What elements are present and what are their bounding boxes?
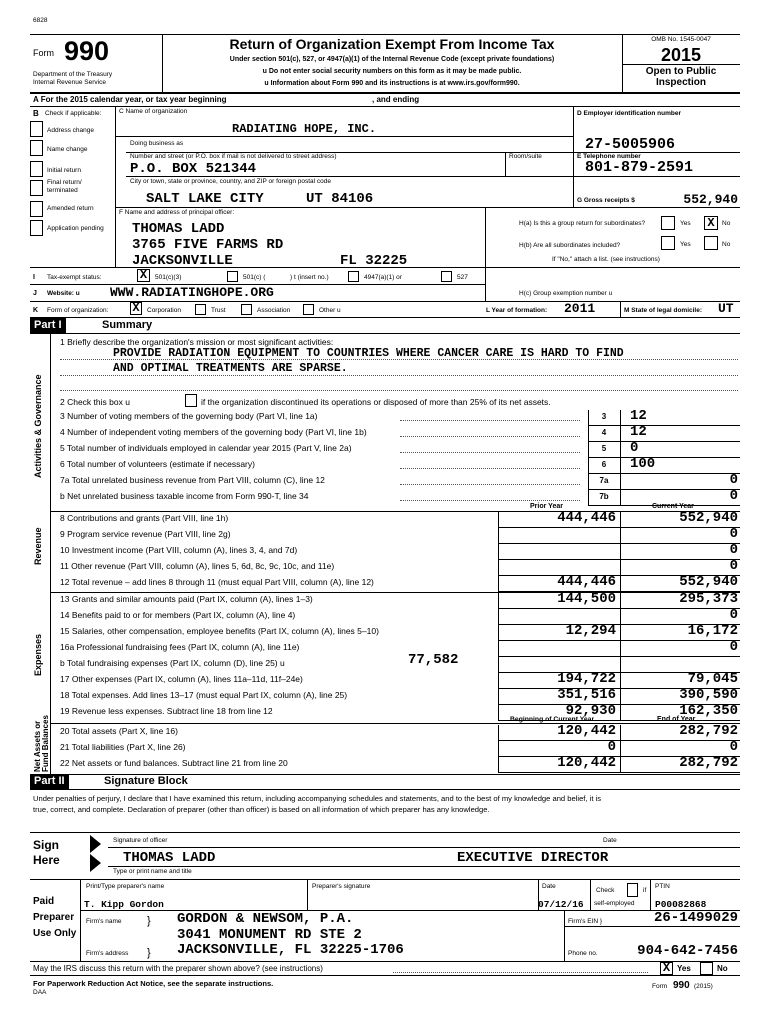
- officer-addr: 3765 FIVE FARMS RD: [132, 237, 284, 253]
- hb-no: No: [722, 241, 731, 248]
- line-m-label: M State of legal domicile:: [624, 307, 703, 314]
- ptin: P00082868: [655, 899, 707, 910]
- signer-title: EXECUTIVE DIRECTOR: [457, 850, 609, 866]
- beg-year-header: Beginning of Current Year: [510, 716, 595, 723]
- ptin-label: PTIN: [655, 883, 670, 890]
- street: P.O. BOX 521344: [130, 161, 257, 177]
- form-ref-word: Form: [652, 983, 668, 990]
- part2-label: Part II: [30, 774, 69, 789]
- revenue-prior-value: 444,446: [557, 574, 616, 590]
- year-formation: 2011: [564, 301, 596, 316]
- gov-line-text: 6 Total number of volunteers (estimate if necessary): [60, 459, 255, 469]
- form-number: 990: [64, 36, 110, 66]
- k-assoc-box[interactable]: [241, 304, 252, 315]
- side-revenue: Revenue: [33, 527, 43, 565]
- signature-label: Signature of officer: [113, 837, 168, 844]
- k-trust: Trust: [211, 307, 226, 314]
- discuss-yes: Yes: [677, 964, 691, 973]
- expense-line-text: 15 Salaries, other compensation, employee benefits (Part IX, column (A), lines 5–10): [60, 626, 379, 636]
- open-inspection: Inspection: [655, 77, 706, 88]
- firm-addr-brace: }: [147, 947, 151, 959]
- checkbox-amended-return[interactable]: [30, 201, 43, 217]
- expense-current-value: 0: [729, 639, 738, 655]
- prep-date-label: Date: [542, 883, 556, 890]
- expense-current-value: 0: [729, 607, 738, 623]
- state-zip: UT 84106: [306, 191, 374, 207]
- firm-phone: 904-642-7456: [637, 943, 738, 959]
- gov-line-text: b Net unrelated business taxable income from Form 990-T, line 34: [60, 491, 309, 501]
- revenue-current-value: 0: [729, 526, 738, 542]
- checkbox-final-return[interactable]: [30, 180, 43, 196]
- part1-title: Summary: [102, 319, 153, 331]
- revenue-current-value: 552,940: [679, 574, 738, 590]
- self-employed-box[interactable]: [627, 883, 638, 897]
- form-title: Return of Organization Exempt From Income Tax: [229, 36, 555, 52]
- gov-line-value: 0: [729, 488, 738, 504]
- notice-info: u Information about Form 990 and its instructions is at www.irs.gov/form990.: [264, 80, 520, 87]
- expense-current-value: 16,172: [687, 623, 738, 639]
- if-label: if: [643, 887, 647, 894]
- perjury-line1: Under penalties of perjury, I declare that I have examined this return, including accompanying schedules and statements, and to the best of my knowledge and belief, it is: [33, 794, 602, 803]
- sig-date-label: Date: [603, 837, 617, 844]
- paperwork-notice: For Paperwork Reduction Act Notice, see the separate instructions.: [33, 979, 274, 988]
- ha-yes: Yes: [680, 220, 691, 227]
- form-word: Form: [33, 48, 54, 58]
- prep-sig-label: Preparer's signature: [312, 883, 371, 890]
- open-public: Open to Public: [645, 66, 717, 77]
- hb-label: H(b) Are all subordinates included?: [519, 242, 621, 249]
- k-corporation: Corporation: [147, 307, 181, 314]
- status-insert: ) t (insert no.): [290, 274, 329, 281]
- side-net-assets: Net Assets or: [33, 720, 42, 772]
- gov-line-number: 7b: [599, 492, 609, 501]
- firm-ein-label: Firm's EIN }: [568, 918, 603, 925]
- revenue-current-value: 0: [729, 558, 738, 574]
- expense-prior-value: 194,722: [557, 671, 616, 687]
- prior-year-header: Prior Year: [530, 503, 563, 510]
- firm-name: GORDON & NEWSOM, P.A.: [177, 911, 354, 927]
- ha-no: No: [722, 220, 731, 227]
- officer-state-zip: FL 32225: [340, 253, 408, 269]
- perjury-line2: true, correct, and complete. Declaration of preparer (other than officer) is based on all information of which preparer has any knowledge.: [33, 805, 490, 814]
- checkbox-application-pending[interactable]: [30, 220, 43, 236]
- revenue-line-text: 10 Investment income (Part VIII, column (A), lines 3, 4, and 7d): [60, 545, 298, 555]
- name-arrow-icon: [90, 854, 101, 872]
- self-employed-label: self-employed: [594, 900, 635, 907]
- net-line-text: 22 Net assets or fund balances. Subtract line 21 from line 20: [60, 758, 288, 768]
- side-governance: Activities & Governance: [33, 374, 43, 478]
- label-final-return: Final return/ terminated: [47, 179, 82, 194]
- discuss-no-box[interactable]: [700, 962, 713, 975]
- form-ref-number: 990: [673, 980, 690, 991]
- org-name-label: C Name of organization: [119, 108, 188, 115]
- firm-addr1: 3041 MONUMENT RD STE 2: [177, 927, 362, 943]
- status-527-box[interactable]: [441, 271, 452, 282]
- firm-addr2: JACKSONVILLE, FL 32225-1706: [177, 942, 404, 958]
- status-501c3: 501(c)(3): [155, 274, 182, 281]
- gov-line-value: 100: [630, 456, 656, 472]
- hb-yes: Yes: [680, 241, 691, 248]
- officer-label: F Name and address of principal officer:: [119, 209, 235, 216]
- line-k-text: Form of organization:: [47, 307, 109, 314]
- label-address-change: Address change: [47, 127, 94, 134]
- section-b-label: B: [33, 109, 39, 118]
- expense-line-text: 18 Total expenses. Add lines 13–17 (must equal Part IX, column (A), line 25): [60, 690, 348, 700]
- prep-name-label: Print/Type preparer's name: [86, 883, 165, 890]
- line-k-label: K: [33, 307, 39, 314]
- hb-note: If "No," attach a list. (see instructions): [552, 256, 660, 263]
- net-prior-value: 120,442: [557, 755, 616, 771]
- current-year-header: Current Year: [652, 503, 694, 510]
- label-application-pending: Application pending: [47, 225, 104, 232]
- city: SALT LAKE CITY: [146, 191, 264, 207]
- net-prior-value: 0: [607, 739, 616, 755]
- ha-no-box[interactable]: X: [704, 216, 718, 230]
- part2-title: Signature Block: [104, 775, 188, 787]
- gov-line-value: 12: [630, 424, 647, 440]
- dba-label: Doing business as: [130, 140, 184, 147]
- line2-checkbox[interactable]: [185, 394, 197, 407]
- ein-label: D Employer identification number: [577, 110, 682, 117]
- revenue-current-value: 0: [729, 542, 738, 558]
- expense-current-value: 390,590: [679, 687, 738, 703]
- k-corp-box[interactable]: X: [130, 302, 142, 315]
- gov-line-text: 7a Total unrelated business revenue from Part VIII, column (C), line 12: [60, 475, 325, 485]
- firm-addr-label: Firm's address: [86, 950, 129, 957]
- gov-line-number: 4: [601, 428, 607, 437]
- line-a: A For the 2015 calendar year, or tax year beginning: [33, 95, 227, 104]
- omb-number: OMB No. 1545-0047: [651, 36, 711, 43]
- preparer-name: T. Kipp Gordon: [84, 899, 164, 910]
- expense-prior-value: 92,930: [565, 703, 616, 719]
- k-trust-box[interactable]: [195, 304, 206, 315]
- form-ref-year: (2015): [694, 983, 713, 990]
- line2-text: 2 Check this box u: [60, 397, 130, 407]
- mission-line1: PROVIDE RADIATION EQUIPMENT TO COUNTRIES WHERE CANCER CARE IS HARD TO FIND: [113, 347, 624, 360]
- net-current-value: 282,792: [679, 755, 738, 771]
- gov-line-number: 5: [601, 444, 607, 453]
- end-year-header: End of Year: [657, 716, 696, 723]
- signer-name: THOMAS LADD: [123, 850, 216, 866]
- status-4947-box[interactable]: [348, 271, 359, 282]
- sign-label: Sign: [33, 838, 59, 852]
- label-initial-return: Initial return: [47, 167, 81, 174]
- revenue-line-text: 11 Other revenue (Part VIII, column (A), lines 5, 6d, 8c, 9c, 10c, and 11e): [60, 561, 335, 571]
- form-subtitle: Under section 501(c), 527, or 4947(a)(1) of the Internal Revenue Code (except private foundations): [229, 56, 555, 63]
- fundraising-total: 77,582: [408, 652, 459, 668]
- dept-irs: Internal Revenue Service: [33, 79, 106, 86]
- side-expenses: Expenses: [33, 633, 43, 676]
- type-name-label: Type or print name and title: [113, 868, 192, 875]
- check-label: Check: [596, 887, 615, 894]
- line-l-label: L Year of formation:: [486, 307, 548, 314]
- expense-line-text: 19 Revenue less expenses. Subtract line 18 from line 12: [60, 706, 273, 716]
- revenue-current-value: 552,940: [679, 510, 738, 526]
- gov-line-text: 5 Total number of individuals employed in calendar year 2015 (Part V, line 2a): [60, 443, 352, 453]
- net-current-value: 282,792: [679, 723, 738, 739]
- form-code: 6828: [33, 17, 48, 24]
- line-j-label: J: [33, 290, 37, 297]
- net-line-text: 20 Total assets (Part X, line 16): [60, 726, 178, 736]
- here-label: Here: [33, 853, 60, 867]
- ein: 27-5005906: [585, 136, 676, 153]
- k-other-box[interactable]: [303, 304, 314, 315]
- label-name-change: Name change: [47, 146, 88, 153]
- status-527: 527: [457, 274, 468, 281]
- discuss-no: No: [717, 964, 728, 973]
- gov-line-text: 3 Number of voting members of the governing body (Part VI, line 1a): [60, 411, 318, 421]
- hb-no-box[interactable]: [704, 236, 718, 250]
- gross-label: G Gross receipts $: [577, 197, 635, 204]
- status-501c: 501(c) (: [243, 274, 266, 281]
- expense-current-value: 295,373: [679, 591, 738, 607]
- website[interactable]: WWW.RADIATINGHOPE.ORG: [110, 285, 274, 300]
- revenue-prior-value: 444,446: [557, 510, 616, 526]
- phone-label: E Telephone number: [577, 153, 641, 160]
- expense-prior-value: 144,500: [557, 591, 616, 607]
- net-current-value: 0: [729, 739, 738, 755]
- line1-text: 1 Briefly describe the organization's mission or most significant activities:: [60, 337, 334, 347]
- firm-ein: 26-1499029: [653, 910, 738, 926]
- use-only-label: Use Only: [33, 928, 77, 939]
- gov-line-number: 6: [601, 460, 607, 469]
- net-line-text: 21 Total liabilities (Part X, line 26): [60, 742, 186, 752]
- city-label: City or town, state or province, country, and ZIP or foreign postal code: [130, 178, 331, 185]
- state-domicile: UT: [718, 301, 734, 316]
- gov-line-value: 12: [630, 408, 647, 424]
- firm-name-label: Firm's name: [86, 918, 122, 925]
- ha-yes-box[interactable]: [661, 216, 675, 230]
- gross-receipts: 552,940: [683, 192, 738, 207]
- gov-line-number: 7a: [599, 476, 609, 485]
- daa-label: DAA: [33, 989, 47, 996]
- expense-prior-value: 12,294: [565, 623, 616, 639]
- revenue-line-text: 8 Contributions and grants (Part VIII, line 1h): [60, 513, 229, 523]
- expense-prior-value: 351,516: [557, 687, 616, 703]
- street-label: Number and street (or P.O. box if mail is not delivered to street address): [130, 153, 337, 160]
- checkbox-address-change[interactable]: [30, 121, 43, 137]
- line-j-text: Website: u: [47, 290, 80, 297]
- firm-phone-label: Phone no.: [568, 950, 598, 957]
- expense-current-value: 79,045: [687, 671, 738, 687]
- expense-line-text: b Total fundraising expenses (Part IX, column (D), line 25) u: [60, 658, 285, 668]
- sign-arrow-icon: [90, 835, 101, 853]
- officer-name: THOMAS LADD: [132, 221, 225, 237]
- expense-line-text: 17 Other expenses (Part IX, column (A), lines 11a–11d, 11f–24e): [60, 674, 303, 684]
- discuss-text: May the IRS discuss this return with the preparer shown above? (see instructions): [33, 964, 323, 973]
- hb-yes-box[interactable]: [661, 236, 675, 250]
- expense-line-text: 16a Professional fundraising fees (Part IX, column (A), line 11e): [60, 642, 300, 652]
- discuss-yes-box[interactable]: X: [660, 962, 673, 975]
- section-b-check: Check if applicable:: [45, 110, 102, 117]
- part1-label: Part I: [30, 318, 66, 333]
- mission-line2: AND OPTIMAL TREATMENTS ARE SPARSE.: [113, 362, 348, 375]
- k-association: Association: [257, 307, 291, 314]
- expense-line-text: 13 Grants and similar amounts paid (Part IX, column (A), lines 1–3): [60, 594, 313, 604]
- gov-line-number: 3: [601, 412, 607, 421]
- room-label: Room/suite: [509, 153, 542, 160]
- k-other: Other u: [319, 307, 341, 314]
- phone: 801-879-2591: [585, 159, 694, 176]
- line-i-label: I: [33, 274, 35, 281]
- notice-ssn: u Do not enter social security numbers on this form as it may be made public.: [262, 68, 522, 75]
- line-a-ending: , and ending: [372, 95, 420, 104]
- dept-treasury: Department of the Treasury: [33, 71, 113, 78]
- paid-label: Paid: [33, 896, 55, 907]
- expense-current-value: 162,350: [679, 703, 738, 719]
- status-501c3-box[interactable]: X: [137, 269, 150, 282]
- checkbox-initial-return[interactable]: [30, 161, 43, 177]
- line2-desc: if the organization discontinued its operations or disposed of more than 25% of its net assets.: [201, 397, 551, 407]
- revenue-line-text: 9 Program service revenue (Part VIII, line 2g): [60, 529, 231, 539]
- checkbox-name-change[interactable]: [30, 140, 43, 156]
- net-prior-value: 120,442: [557, 723, 616, 739]
- expense-line-text: 14 Benefits paid to or for members (Part IX, column (A), line 4): [60, 610, 296, 620]
- line-i-text: Tax-exempt status:: [47, 274, 102, 281]
- gov-line-text: 4 Number of independent voting members of the governing body (Part VI, line 1b): [60, 427, 367, 437]
- side-fund-balances: Fund Balances: [41, 715, 50, 772]
- preparer-label: Preparer: [33, 912, 75, 923]
- ha-label: H(a) Is this a group return for subordinates?: [519, 220, 646, 227]
- gov-line-value: 0: [630, 440, 639, 456]
- gov-line-value: 0: [729, 472, 738, 488]
- status-4947: 4947(a)(1) or: [364, 274, 402, 281]
- label-amended-return: Amended return: [47, 205, 94, 212]
- status-501c-box[interactable]: [227, 271, 238, 282]
- org-name: RADIATING HOPE, INC.: [232, 122, 377, 136]
- prep-date: 07/12/16: [538, 899, 584, 910]
- revenue-line-text: 12 Total revenue – add lines 8 through 11 (must equal Part VIII, column (A), line 12): [60, 577, 374, 587]
- officer-city: JACKSONVILLE: [132, 253, 233, 269]
- tax-year: 2015: [660, 45, 702, 65]
- firm-name-brace: }: [147, 915, 151, 927]
- hc-label: H(c) Group exemption number u: [519, 290, 613, 297]
